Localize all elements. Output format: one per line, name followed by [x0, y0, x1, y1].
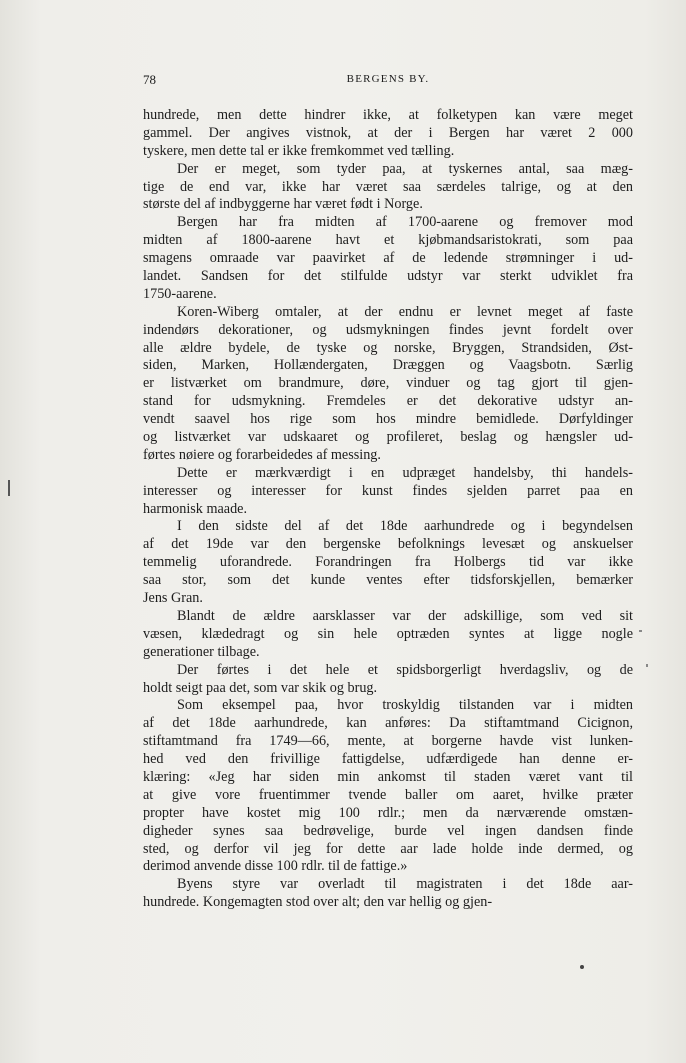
text-line: derimod anvende disse 100 rdlr. til de fattige.»	[143, 858, 408, 875]
text-line: hundrede. Kongemagten stod over alt; den var hellig og gjen-	[143, 894, 493, 911]
text-line: hundrede, men dette hindrer ikke, at folketypen kan være meget	[143, 107, 633, 123]
text-line: midten af 1800-aarene havt et kjøbmandsaristokrati, som paa	[143, 232, 633, 249]
text-line: saa stor, som det kunde ventes efter tidsforskjellen, bemærker	[143, 572, 633, 589]
text-line: Som eksempel paa, hvor troskyldig tilstanden var i midten	[177, 697, 633, 714]
text-line: 1750-aarene.	[143, 285, 217, 302]
text-line: Bergen har fra midten af 1700-aarene og fremover mod	[177, 214, 633, 231]
text-line: siden, Marken, Hollændergaten, Dræggen og Vaagsbotn. Særlig	[143, 357, 633, 374]
text-line: hed ved den frivillige fattigdelse, udfærdigede han denne er-	[143, 751, 633, 768]
page-number: 78	[143, 72, 156, 87]
text-line: sted, og derfor vil jeg for dette aar lade holde inde dermed, og	[143, 840, 633, 857]
text-line: største del af indbyggerne har været født i Norge.	[143, 196, 423, 213]
text-line: stiftamtmand fra 1749—66, mente, at borgerne havde vist lunken-	[143, 733, 633, 750]
text-line: førtes nøiere og forarbeidedes af messing.	[143, 446, 381, 463]
text-line: alle ældre bydele, de tyske og norske, Bryggen, Strandsiden, Øst-	[143, 339, 633, 356]
text-line: Byens styre var overladt til magistraten i det 18de aar-	[177, 876, 633, 893]
text-line: I den sidste del af det 18de aarhundrede og i begyndelsen	[177, 518, 633, 535]
text-line: tyskere, men dette tal er ikke fremkommet ved tælling.	[143, 142, 455, 159]
text-line: Blandt de ældre aarsklasser var der adskillige, som ved sit	[177, 607, 633, 624]
text-line: Der førtes i det hele et spidsborgerligt hverdagsliv, og de	[177, 661, 633, 678]
body-text	[143, 107, 633, 912]
margin-tick	[646, 664, 648, 667]
text-line: af det 19de var den bergenske befolknings levesæt og anskuelser	[143, 536, 633, 553]
text-line: propter have kostet mig 100 rdlr.; men da nærværende omstæn-	[143, 804, 633, 821]
text-line: digheder synes saa bedrøvelige, burde vel ingen dandsen finde	[143, 822, 633, 839]
text-line: er listværket om brandmure, døre, vinduer og tag gjort til gjen-	[143, 375, 633, 392]
text-line: temmelig uforandrede. Forandringen fra Holbergs tid var ikke	[143, 554, 633, 571]
text-line: harmonisk maade.	[143, 500, 248, 517]
text-line: indendørs dekorationer, og udsmykningen findes jevnt fordelt over	[143, 321, 633, 338]
text-line: Jens Gran.	[143, 590, 203, 607]
text-line: at give vore fruentimmer tvende baller om aaret, hvilke præter	[143, 786, 633, 803]
text-line: landet. Sandsen for det stilfulde udstyr var sterkt udviklet fra	[143, 268, 633, 285]
text-line: Dette er mærkværdigt i en udpræget handelsby, thi handels-	[177, 464, 633, 481]
text-line: væsen, klædedragt og sin hele optræden syntes at ligge nogle	[143, 625, 633, 642]
text-line: klæring: «Jeg har siden min ankomst til staden været vant til	[143, 768, 633, 785]
running-head: BERGENS BY.	[346, 73, 430, 85]
text-line: tige de end var, ikke har været saa særdeles talrige, og at den	[143, 178, 633, 195]
text-line: stand for udsmykning. Fremdeles er det dekorative udstyr an-	[143, 393, 633, 410]
text-line: af det 18de aarhundrede, kan anføres: Da stiftamtmand Cicignon,	[143, 715, 633, 732]
text-line: og listværket var udskaaret og profileret, beslag og hængsler ud-	[143, 429, 633, 446]
text-line: interesser og interesser for kunst findes sjelden parret paa en	[143, 482, 633, 499]
text-line: Der er meget, som tyder paa, at tyskernes antal, saa mæg-	[177, 160, 633, 177]
margin-mark	[8, 480, 10, 496]
text-line: gammel. Der angives vistnok, at der i Bergen har været 2 000	[143, 124, 633, 141]
page-header	[143, 72, 633, 90]
margin-tick	[639, 630, 642, 632]
text-line: generationer tilbage.	[143, 643, 260, 660]
text-line: holdt seigt paa det, som var skik og brug.	[143, 679, 378, 696]
text-line: vendt saavel hos rige som hos mindre bemidlede. Dørfyldinger	[143, 411, 633, 428]
text-line: Koren-Wiberg omtaler, at der endnu er levnet meget af faste	[177, 303, 633, 320]
text-line: smagens omraade var paavirket af de ledende strømninger i ud-	[143, 250, 633, 267]
ink-speck	[580, 965, 584, 969]
